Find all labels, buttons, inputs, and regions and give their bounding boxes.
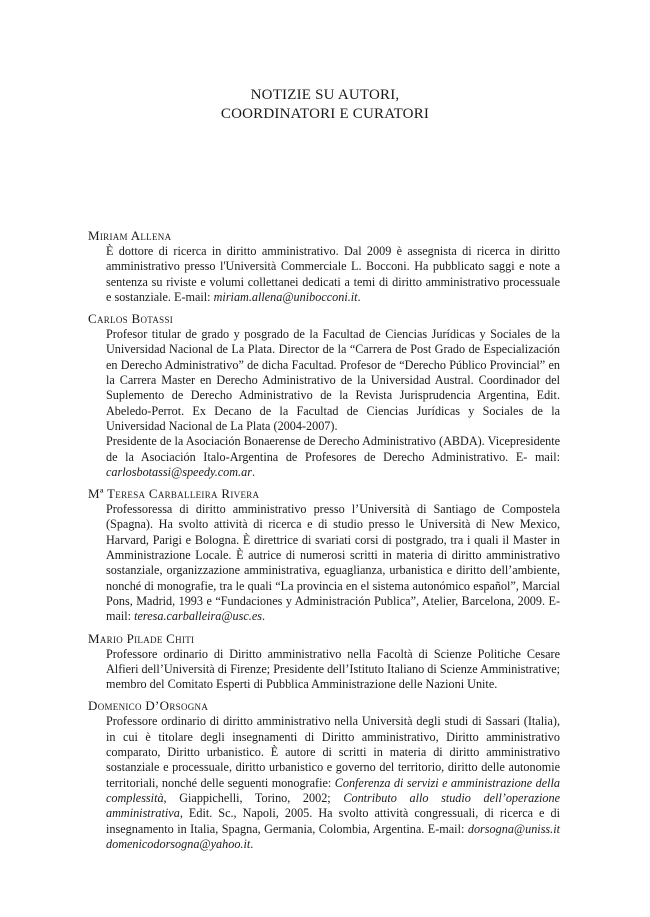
author-bio [106,647,560,693]
email-address[interactable]: carlosbotassi@speedy.com.ar [106,464,252,479]
title-line-1: NOTIZIE SU AUTORI, [250,87,400,103]
page-title [0,86,650,124]
bio-text: Professore ordinario di diritto amministrativo nella Università degli studi di Sassari (Italia), in cui è titolare degli insegnamenti di Diritto amministrativo, Diritto amministrativo comparato, Diritto urbanistico. È autore di scritti in materia di diritto amministrativo sostanziale e processuale, diritto urbanistico e governo del territorio, diritto delle autonomie territoriali, nonché delle seguenti monografie: [106,714,560,790]
email-address[interactable]: teresa.carballeira@usc.es [134,609,262,624]
bio-text: Presidente de la Asociación Bonaerense de Derecho Administrativo (ABDA). Vicepresidente de la Asociación Italo-Argentina de Profesores de Derecho Administrativo. E- mail: [106,434,560,464]
author-name: Mario Pilade Chiti [88,630,195,646]
email-address[interactable]: dorsogna@uniss.it [467,821,560,836]
author-entry [88,698,560,852]
author-bio [106,714,560,852]
bio-tail: . [357,289,361,304]
bio-text: Professore ordinario di Diritto amministrativo nella Facoltà di Scienze Politiche Cesare Alfieri dell’Università di Firenze; Presidente dell’Istituto Italiano di Scienze Amministrative; membro del Comitato Esperti di Pubblica Amministrazione delle Nazioni Unite. [106,646,560,692]
author-entry [88,311,560,480]
author-name: Miriam Allena [88,228,172,243]
email-address[interactable]: miriam.allena@unibocconi.it [213,289,358,304]
author-list [88,228,560,858]
author-name: Carlos Botassi [88,311,174,327]
author-entry [88,631,560,693]
bio-tail: . [251,464,255,479]
author-bio [106,327,560,480]
bio-tail: . [250,836,254,851]
bio-tail: . [261,609,266,624]
title-line-2: COORDINATORI E CURATORI [220,106,430,122]
bio-text: , Giappichelli, Torino, 2002; [163,790,344,805]
work-title: Contributo allo studio dell’operazione amministrativa [106,790,561,821]
bio-text: Profesor titular de grado y posgrado de la Facultad de Ciencias Jurídicas y Sociales de la Universidad Nacional de La Plata. Director de la “Carrera de Post Grado de Especialización en Derecho Administrativo” de dicha Facultad. Profesor de “Derecho Público Provincial” en la Carrera Master en Derecho Administrativo de la Universidad Austral. Coordinador del Suplemento de Derecho Administrativo de la Revista Jurisprudencia Argentina, Edit. Abeledo-Perrot. Ex Decano de la Facultad de Ciencias Jurídicas y Sociales de la Universidad Nacional de La Plata (2004-2007). [106,327,560,433]
author-bio [106,502,560,624]
email-address[interactable]: domenicodorsogna@yahoo.it [106,836,251,851]
bio-text: , Edit. Sc., Napoli, 2005. Ha svolto attività congressuali, di ricerca e di insegnamento in Italia, Spagna, Germania, Colombia, Argentina. E-mail: [106,806,560,836]
author-entry [88,228,560,305]
author-name: Domenico D’Orsogna [88,698,209,714]
bio-text: È dottore di ricerca in diritto amministrativo. Dal 2009 è assegnista di ricerca in diritto amministrativo presso l'Università Commerciale L. Bocconi. Ha pubblicato saggi e note a sentenza su riviste e volumi collettanei dedicati a temi di diritto amministrativo processuale e sostanziale. E-mail: [106,244,560,304]
author-entry [88,486,560,624]
author-name: Mª Teresa Carballeira Rivera [88,486,260,502]
work-title: Conferenza di servizi e amministrazione della complessità [106,775,560,805]
author-bio [106,244,560,305]
bio-text: Professoressa di diritto amministrativo presso l’Università di Santiago de Compostela (Spagna). Ha svolto attività di ricerca e di studio presso le Università di New Mexico, Harvard, Parigi e Bologna. È direttrice di svariati corsi di postgrado, tra i quali il Master in Amministrazione Locale. È autrice di numerosi scritti in materia di diritto amministrativo sostanziale, organizzazione amministrativa, eguaglianza, urbanistica e diritto dell’ambiente, nonché di monografie, tra le quali “La provincia en el sistema autonómico español”, Marcial Pons, Madrid, 1993 e “Fundaciones y Administración Publica”, Atelier, Barcelona, 2009. E- mail: [106,502,560,624]
